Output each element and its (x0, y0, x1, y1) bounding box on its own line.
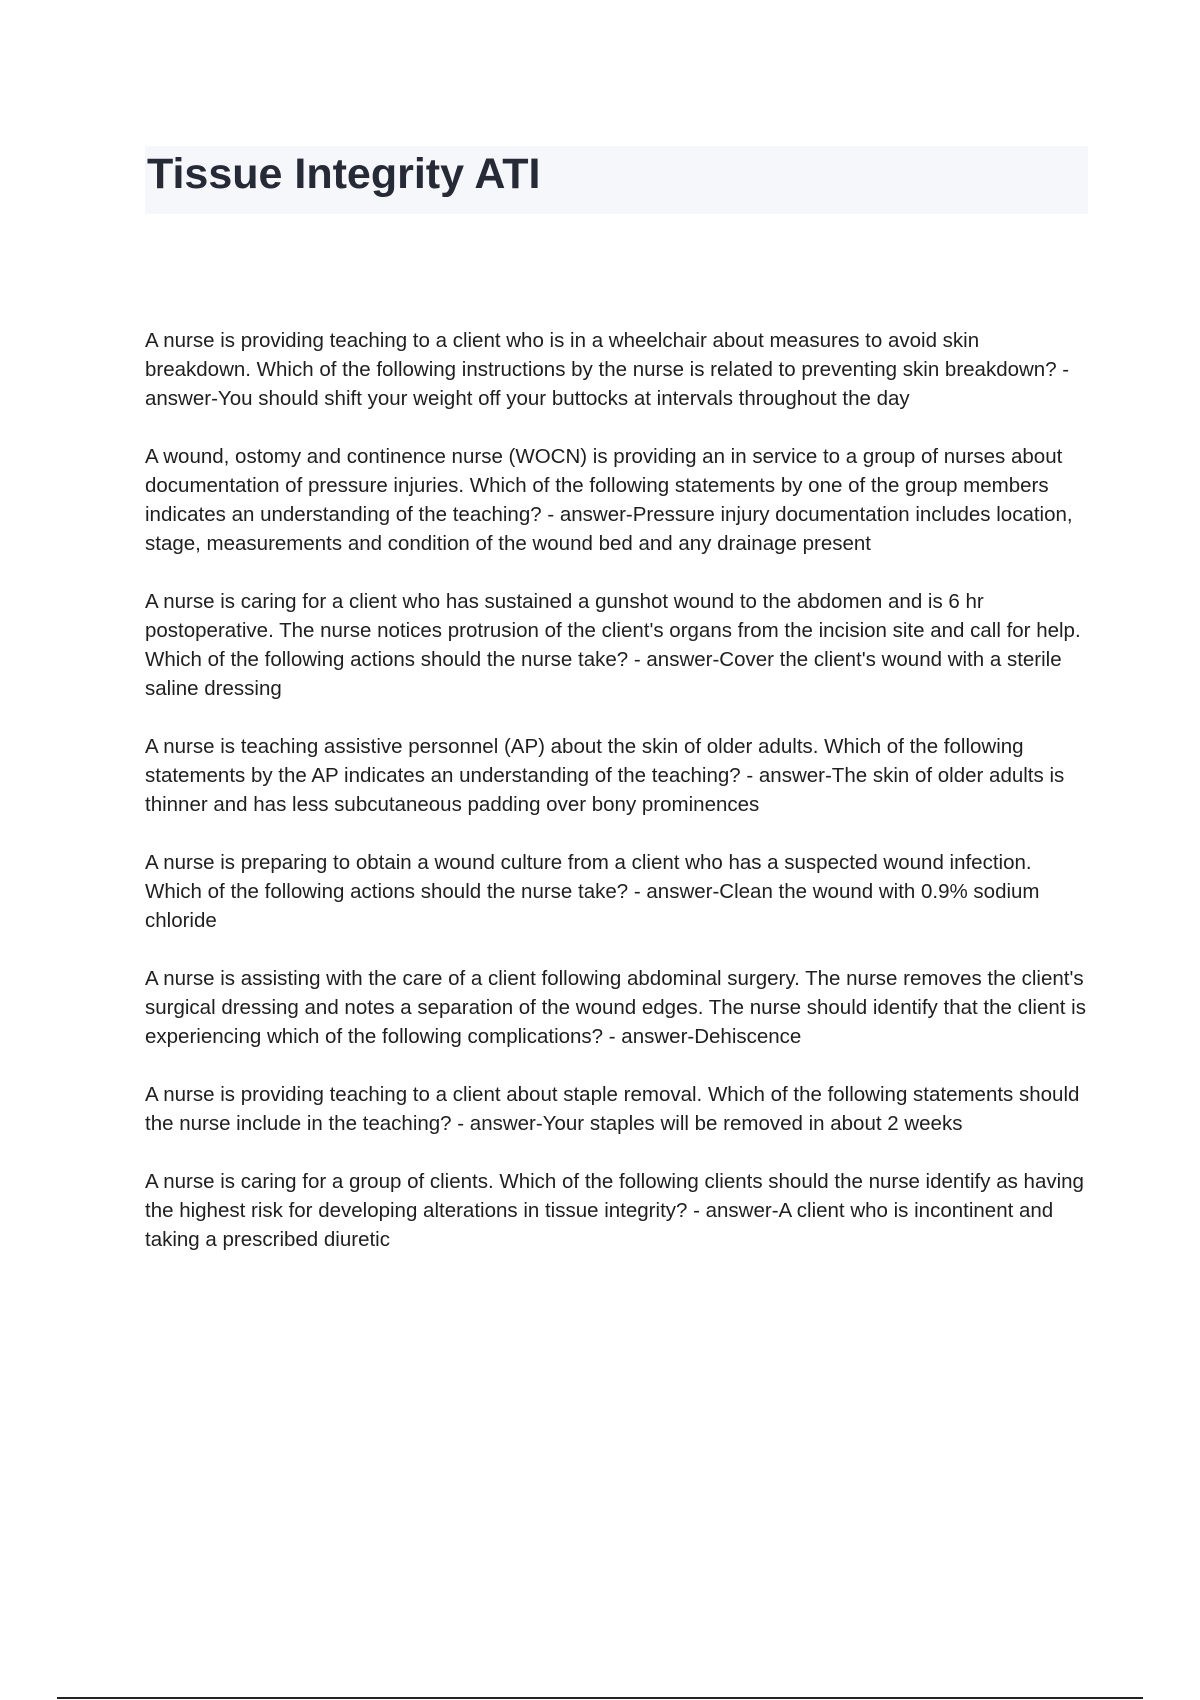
qa-item: A nurse is providing teaching to a client about staple removal. Which of the following statements should the nurse include in the teaching? - answer-Your staples will be removed in about 2 weeks (145, 1083, 1080, 1135)
document-title: Tissue Integrity ATI (147, 150, 541, 198)
qa-item: A nurse is assisting with the care of a client following abdominal surgery. The nurse removes the client's surgical dressing and notes a separation of the wound edges. The nurse should identify that the client is experiencing which of the following complications? - answer-Dehiscence (145, 967, 1086, 1048)
title-banner (145, 146, 1088, 214)
page-bottom-divider (57, 1697, 1143, 1699)
qa-item: A nurse is caring for a group of clients. Which of the following clients should the nurse identify as having the highest risk for developing alterations in tissue integrity? - answer-A client who is incontinent and taking a prescribed diuretic (145, 1170, 1084, 1251)
qa-item: A nurse is teaching assistive personnel (AP) about the skin of older adults. Which of the following statements by the AP indicates an understanding of the teaching? - answer-The skin of older adults is thinner and has less subcutaneous padding over bony prominences (145, 735, 1065, 816)
qa-item: A nurse is preparing to obtain a wound culture from a client who has a suspected wound infection. Which of the following actions should the nurse take? - answer-Clean the wound with 0.9% sodium chloride (145, 851, 1040, 932)
qa-item: A nurse is caring for a client who has sustained a gunshot wound to the abdomen and is 6 hr postoperative. The nurse notices protrusion of the client's organs from the incision site and call for help. Which of the following actions should the nurse take? - answer-Cover the client's wound with a sterile saline dressing (145, 590, 1081, 700)
qa-item: A nurse is providing teaching to a client who is in a wheelchair about measures to avoid skin breakdown. Which of the following instructions by the nurse is related to preventing skin breakdown? - answer-You should shift your weight off your buttocks at intervals throughout the day (145, 329, 1070, 410)
question-answer-list (145, 326, 1090, 1283)
qa-item: A wound, ostomy and continence nurse (WOCN) is providing an in service to a group of nurses about documentation of pressure injuries. Which of the following statements by one of the group members indicates an understanding of the teaching? - answer-Pressure injury documentation includes location, stage, measurements and condition of the wound bed and any drainage present (145, 445, 1073, 555)
